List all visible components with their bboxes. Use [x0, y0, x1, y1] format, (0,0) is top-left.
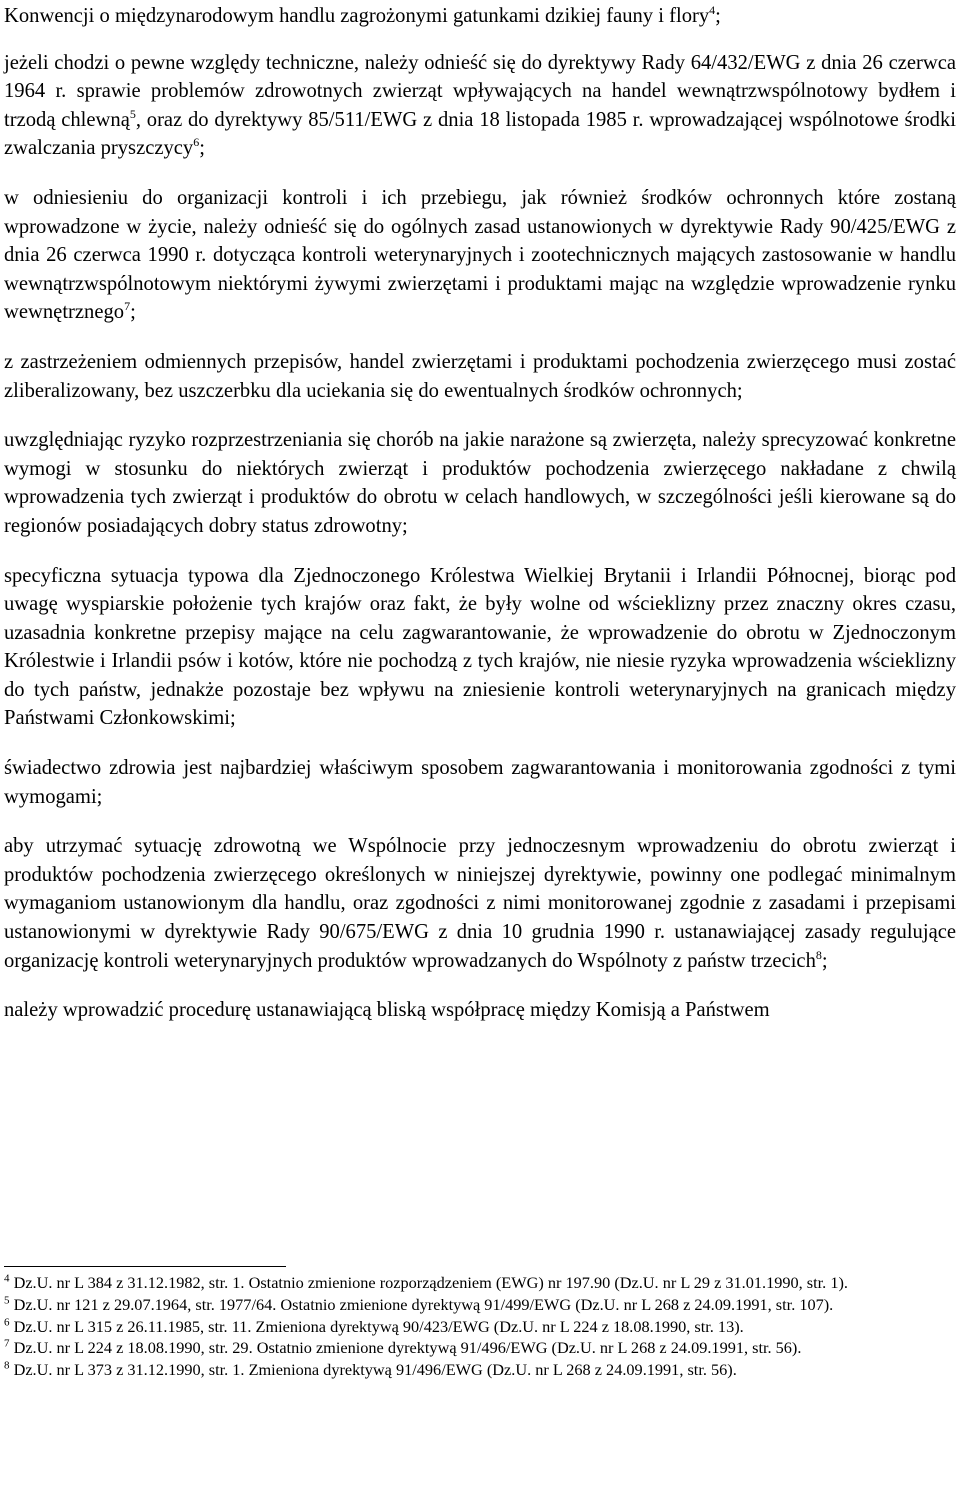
paragraph-3 — [4, 184, 956, 327]
paragraph-text: w odniesieniu do organizacji kontroli i ich przebiegu, jak również środków ochronnych które zostaną wprowadzone w życie, należy odnieść się do ogólnych zasad ustanowionych w dyrektywie Rady 90/425/EWG z dnia 26 czerwca 1990 r. dotycząca kontroli weterynaryjnych i zootechnicznych mających zastosowanie w handlu wewnątrzwspólnotowym niektórymi żywymi zwierzętami i produktami mając na względzie wprowadzenie rynku wewnętrznego — [4, 186, 956, 324]
footnote-ref[interactable]: 5 — [129, 106, 136, 121]
footnote-text: Dz.U. nr L 315 z 26.11.1985, str. 11. Zmieniona dyrektywą 90/423/EWG (Dz.U. nr L 224 z 18.08.1990, str. 13). — [13, 1316, 744, 1336]
footnote-ref[interactable]: 6 — [193, 135, 200, 150]
paragraph-5 — [4, 426, 956, 540]
paragraph-text: należy wprowadzić procedurę ustanawiającą bliską współpracę między Komisją a Państwem — [4, 999, 770, 1022]
footnote-text: Dz.U. nr L 224 z 18.08.1990, str. 29. Ostatnio zmienione dyrektywą 91/496/EWG (Dz.U. nr L 268 z 24.09.1991, str. 56). — [13, 1338, 802, 1358]
footnote-8 — [4, 1360, 956, 1381]
footnote-text: Dz.U. nr L 373 z 31.12.1990, str. 1. Zmieniona dyrektywą 91/496/EWG (Dz.U. nr L 268 z 24.09.1991, str. 56). — [13, 1360, 737, 1380]
paragraph-tail: ; — [821, 949, 828, 972]
paragraph-6 — [4, 562, 956, 734]
footnote-ref[interactable]: 8 — [815, 947, 822, 962]
paragraph-text: specyficzna sytuacja typowa dla Zjednoczonego Królestwa Wielkiej Brytanii i Irlandii Północnej, biorąc pod uwagę wyspiarskie położenie tych krajów oraz fakt, że były wolne od wścieklizny przez znaczny okres czasu, uzasadnia konkretne przepisy mające na celu zagwarantowanie, że wprowadzenie do obrotu w Zjednoczonym Królestwie i Irlandii psów i kotów, które nie pochodzą z tych krajów, nie niesie ryzyka wprowadzenia wścieklizny do tych państw, jednakże pozostaje bez wpływu na zniesienie kontroli weterynaryjnych na granicach między Państwami Członkowskimi; — [4, 564, 956, 730]
paragraph-8 — [4, 832, 956, 975]
paragraph-9 — [4, 996, 956, 1025]
paragraph-tail: ; — [130, 301, 136, 324]
paragraph-7 — [4, 754, 956, 811]
footnote-ref[interactable]: 4 — [709, 3, 716, 18]
footnote-number: 4 — [4, 1272, 10, 1285]
footnote-6 — [4, 1317, 956, 1338]
paragraph-text: aby utrzymać sytuację zdrowotną we Wspólnocie przy jednoczesnym wprowadzeniu do obrotu zwierząt i produktów pochodzenia zwierzęcego określonych w niniejszej dyrektywie, powinny one podlegać minimalnym wymaganiom ustanowionym dla handlu, oraz zgodności z nimi monitorowanej zgodnie z zasadami i przepisami ustanowionymi w dyrektywie Rady 90/675/EWG z dnia 10 grudnia 1990 r. ustanawiającej zasady regulujące organizację kontroli weterynaryjnych produktów wprowadzanych do Wspólnoty z państw trzecich — [4, 835, 956, 972]
paragraph-text: jeżeli chodzi o pewne względy techniczne, należy odnieść się do dyrektywy Rady 64/432/EWG z dnia 26 czerwca 1964 r. sprawie problemów zdrowotnych zwierząt wpływających na handel wewnątrzwspólnotowy bydłem i trzodą chlewną — [4, 51, 956, 131]
footnote-number: 8 — [4, 1359, 10, 1372]
footnote-number: 7 — [4, 1337, 10, 1350]
footnote-number: 6 — [4, 1316, 10, 1329]
footnotes — [4, 1273, 956, 1382]
footnote-5 — [4, 1295, 956, 1316]
paragraph-text: Konwencji o międzynarodowym handlu zagrożonymi gatunkami dzikiej fauny i flory — [4, 5, 710, 27]
footnote-7 — [4, 1338, 956, 1359]
paragraph-tail: , oraz do dyrektywy 85/511/EWG z dnia 18 listopada 1985 r. wprowadzającej wspólnotowe środki zwalczania pryszczycy — [4, 108, 956, 160]
paragraph-1 — [4, 2, 956, 31]
paragraph-tail: ; — [199, 137, 205, 160]
paragraph-text: z zastrzeżeniem odmiennych przepisów, handel zwierzętami i produktami pochodzenia zwierzęcego musi zostać zliberalizowany, bez uszczerbku dla uciekania się do ewentualnych środków ochronnych; — [4, 350, 956, 402]
paragraph-4 — [4, 348, 956, 405]
footnote-4 — [4, 1273, 956, 1294]
footnote-number: 5 — [4, 1294, 10, 1307]
footnote-ref[interactable]: 7 — [124, 299, 131, 314]
footnote-text: Dz.U. nr L 384 z 31.12.1982, str. 1. Ostatnio zmienione rozporządzeniem (EWG) nr 197.90 (Dz.U. nr L 29 z 31.01.1990, str. 1). — [13, 1273, 848, 1292]
paragraph-text: uwzględniając ryzyko rozprzestrzeniania się chorób na jakie narażone są zwierzęta, należy sprecyzować konkretne wymogi w stosunku do niektórych zwierząt i produktów pochodzenia zwierzęcego nakładane z chwilą wprowadzenia tych zwierząt i produktów do obrotu w celach handlowych, w szczególności jeśli kierowane są do regionów posiadających dobry status zdrowotny; — [4, 429, 956, 537]
paragraph-tail: ; — [715, 5, 721, 27]
paragraph-2 — [4, 49, 956, 163]
footnote-separator — [4, 1266, 286, 1267]
paragraph-text: świadectwo zdrowia jest najbardziej właściwym sposobem zagwarantowania i monitorowania zgodności z tymi wymogami; — [4, 757, 956, 808]
footnote-text: Dz.U. nr 121 z 29.07.1964, str. 1977/64. Ostatnio zmienione dyrektywą 91/499/EWG (Dz.U. nr L 268 z 24.09.1991, str. 107). — [13, 1294, 834, 1314]
